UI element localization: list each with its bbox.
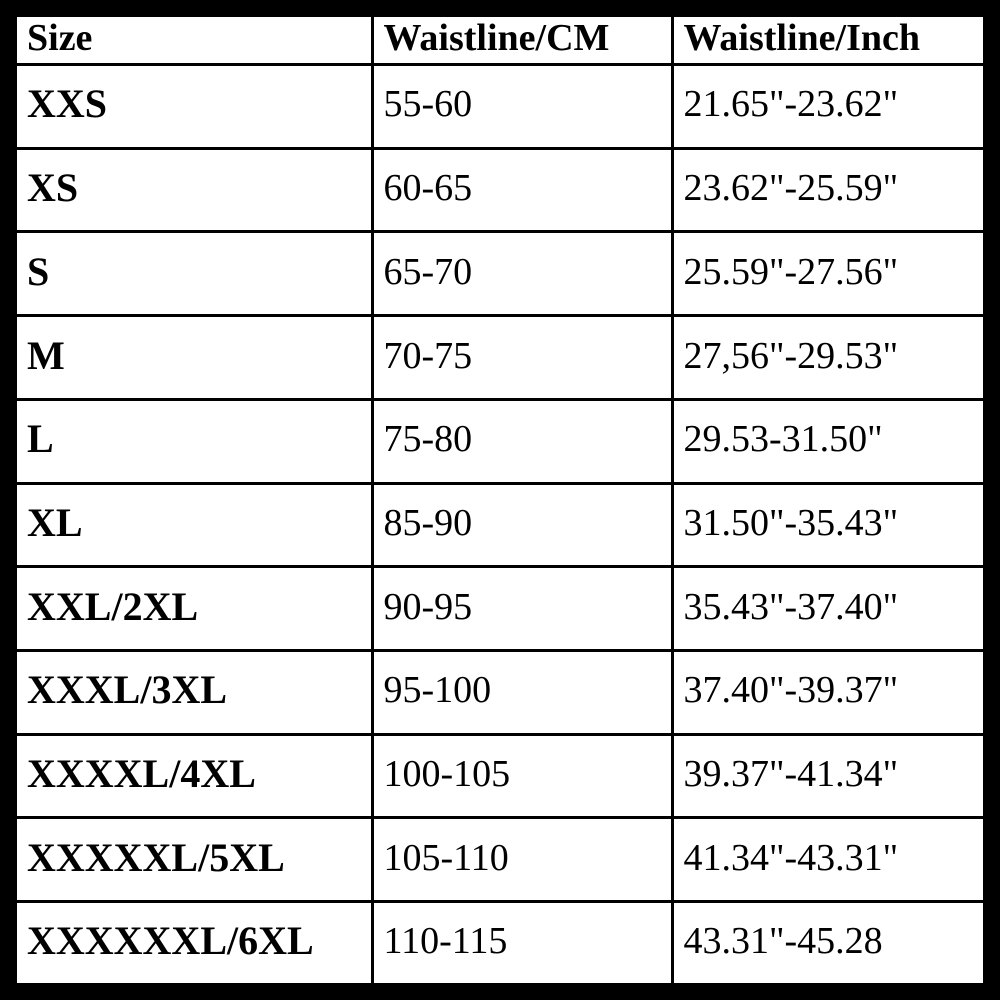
column-header-waistline-cm: Waistline/CM — [372, 17, 672, 65]
cell-size: XXL/2XL — [17, 567, 372, 651]
cell-waistline-inch: 23.62"-25.59" — [672, 148, 983, 232]
table-row — [17, 232, 983, 316]
column-header-size: Size — [17, 17, 372, 65]
cell-waistline-cm: 60-65 — [372, 148, 672, 232]
cell-size: M — [17, 316, 372, 400]
cell-waistline-inch: 29.53-31.50" — [672, 399, 983, 483]
cell-size: L — [17, 399, 372, 483]
table-row — [17, 316, 983, 400]
cell-waistline-inch: 21.65"-23.62" — [672, 65, 983, 149]
cell-size: S — [17, 232, 372, 316]
cell-waistline-cm: 90-95 — [372, 567, 672, 651]
cell-waistline-cm: 65-70 — [372, 232, 672, 316]
table-row — [17, 399, 983, 483]
table-row — [17, 567, 983, 651]
table-header-row — [17, 17, 983, 65]
cell-waistline-cm: 55-60 — [372, 65, 672, 149]
cell-size: XXXXXL/5XL — [17, 818, 372, 902]
cell-waistline-cm: 95-100 — [372, 651, 672, 735]
cell-waistline-cm: 70-75 — [372, 316, 672, 400]
cell-waistline-inch: 31.50"-35.43" — [672, 483, 983, 567]
cell-waistline-cm: 75-80 — [372, 399, 672, 483]
table-row — [17, 734, 983, 818]
cell-waistline-inch: 41.34"-43.31" — [672, 818, 983, 902]
cell-size: XS — [17, 148, 372, 232]
size-chart-frame — [14, 14, 986, 986]
cell-waistline-cm: 100-105 — [372, 734, 672, 818]
cell-size: XXXXXXL/6XL — [17, 902, 372, 983]
cell-size: XL — [17, 483, 372, 567]
table-row — [17, 818, 983, 902]
cell-size: XXXL/3XL — [17, 651, 372, 735]
table-row — [17, 65, 983, 149]
table-row — [17, 483, 983, 567]
cell-size: XXXXL/4XL — [17, 734, 372, 818]
cell-waistline-cm: 85-90 — [372, 483, 672, 567]
cell-waistline-cm: 110-115 — [372, 902, 672, 983]
size-chart-table — [17, 17, 983, 983]
column-header-waistline-inch: Waistline/Inch — [672, 17, 983, 65]
table-row — [17, 902, 983, 983]
cell-waistline-inch: 37.40"-39.37" — [672, 651, 983, 735]
cell-waistline-inch: 39.37"-41.34" — [672, 734, 983, 818]
cell-waistline-inch: 27,56"-29.53" — [672, 316, 983, 400]
table-row — [17, 148, 983, 232]
cell-size: XXS — [17, 65, 372, 149]
cell-waistline-cm: 105-110 — [372, 818, 672, 902]
table-row — [17, 651, 983, 735]
cell-waistline-inch: 35.43"-37.40" — [672, 567, 983, 651]
cell-waistline-inch: 25.59"-27.56" — [672, 232, 983, 316]
cell-waistline-inch: 43.31"-45.28 — [672, 902, 983, 983]
